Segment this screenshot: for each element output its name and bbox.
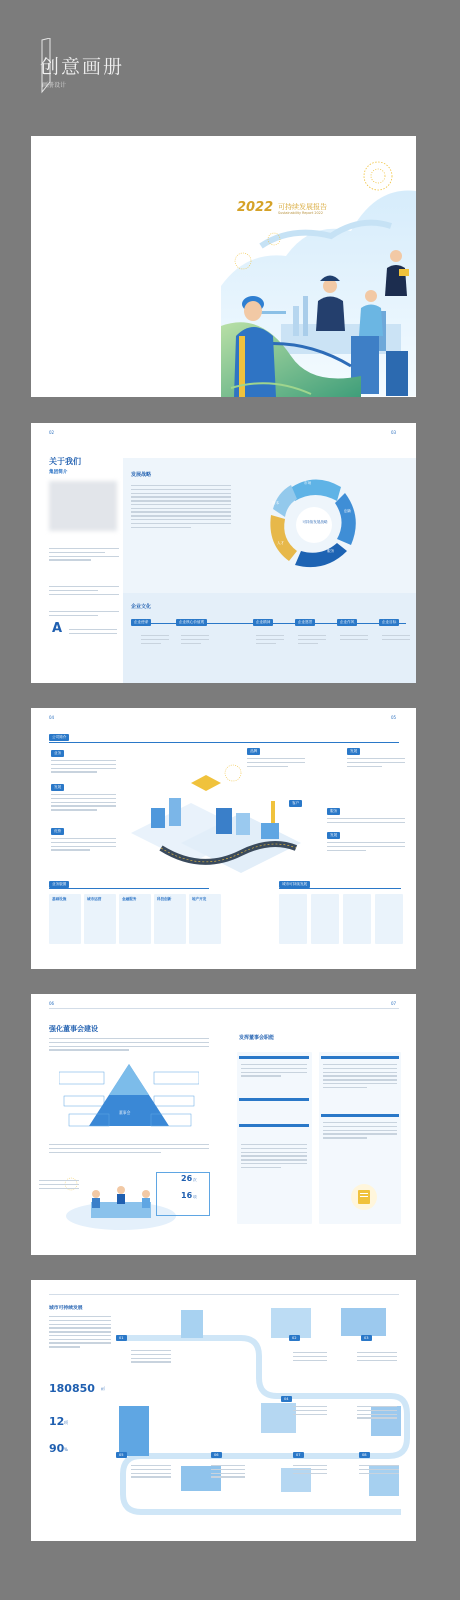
flow-badge-2: 02 [289,1335,300,1341]
intro-lines-2 [49,586,119,597]
bottom-right-heading: 城市可持续发展 [279,881,310,888]
flow-lines-3 [357,1352,397,1363]
flow-lines-1 [131,1350,171,1365]
page-number-right: 05 [391,715,397,720]
flow-badge-8: 08 [359,1452,370,1458]
arrow-label-2: 创新 [344,509,352,513]
city-card-3 [343,894,371,944]
arrow-label-1: 市场 [304,481,312,485]
left-lines-2 [51,794,116,813]
culture-item-2: 企业核心价值观 [176,619,207,626]
flow-badge-4: 04 [281,1396,292,1402]
city-stat-2-unit: 项 [64,1420,68,1425]
cover-year: 2022 [237,200,274,215]
governance-mid-lines [49,1144,209,1155]
culture-item-6: 企业目标 [379,619,399,626]
culture-lines-1 [141,635,169,646]
function-bar-4 [321,1056,399,1059]
right-tag-5: 发展 [327,832,340,839]
page-number-left: 04 [49,715,55,720]
city-page [31,1280,416,1541]
business-item-1: 基础设施 [52,897,67,901]
governance-right-heading: 发挥董事会职能 [239,1035,275,1041]
function-lines-3 [323,1064,397,1090]
city-stat-2: 12 [49,1415,65,1428]
function-bar-3 [239,1124,309,1127]
cover-page [31,136,416,397]
flow-lines-7 [211,1465,245,1480]
culture-heading: 企业文化 [131,604,152,610]
governance-heading: 强化董事会建设 [49,1025,98,1033]
city-stat-3-unit: % [64,1447,68,1452]
flow-badge-3: 03 [361,1335,372,1341]
city-card-4 [375,894,403,944]
profile-heading: 公司简介 [49,734,69,741]
page-number-right: 03 [391,430,397,435]
culture-lines-4 [298,635,326,646]
left-tag-1: 业务 [51,750,64,757]
nav-bar-line [49,1294,399,1295]
arrow-label-3: 服务 [327,549,335,553]
right-lines-4 [327,842,405,853]
business-item-3: 金融服务 [122,897,137,901]
flow-lines-6 [131,1465,171,1480]
pyramid-center-label: 董事会 [119,1110,131,1115]
flow-lines-2 [293,1352,327,1363]
city-stat-1-unit: ㎡ [101,1386,105,1391]
governance-page [31,994,416,1255]
culture-lines-2 [181,635,209,646]
business-item-4: 科技创新 [157,897,172,901]
left-lines-3 [51,838,116,853]
bottom-left-heading: 业务版图 [49,881,69,888]
culture-lines-3 [256,635,284,646]
brand-subtitle: 画册设计 [42,82,67,89]
city-stat-3: 90 [49,1442,65,1455]
arrow-label-5: 资本 [272,501,280,505]
about-sub-heading: 集团简介 [49,470,68,475]
page-number-left: 06 [49,1001,55,1006]
culture-item-3: 企业精神 [253,619,273,626]
stat-1-value: 26 [181,1174,193,1183]
intro-lines-3 [49,611,119,619]
rating-letter: A [52,621,63,636]
right-lines-3 [327,818,405,826]
flow-badge-6: 06 [211,1452,222,1458]
stat-1-unit: 次 [193,1178,197,1182]
brand-title: 创意画册 [40,56,125,78]
strategy-center-label: 可持续发展战略 [302,520,328,524]
right-lines-1 [247,758,305,769]
left-tag-2: 发展 [51,784,64,791]
function-bar-1 [239,1056,309,1059]
page-number-right: 07 [391,1001,397,1006]
flow-badge-5: 05 [116,1452,127,1458]
cover-illustration [31,136,416,397]
city-card-1 [279,894,307,944]
function-bar-2 [239,1098,309,1101]
isometric-city-illustration [121,753,311,883]
meeting-callout-1 [39,1180,79,1191]
stat-2-unit: 项 [193,1195,197,1199]
rating-lines [69,629,117,637]
right-tag-1: 品牌 [247,748,260,755]
flow-lines-5 [357,1406,397,1421]
strategy-lines [131,485,231,530]
culture-lines-5 [340,635,368,643]
right-tag-4: 服务 [327,808,340,815]
bottom-right-rule [279,888,401,889]
function-lines-4 [323,1122,397,1141]
culture-lines-6 [382,635,410,643]
culture-item-4: 企业愿景 [295,619,315,626]
flow-lines-9 [359,1465,399,1476]
profile-page [31,708,416,969]
bottom-left-rule [49,888,209,889]
blurred-text-block [49,481,117,531]
strategy-heading: 发展战略 [131,472,152,478]
stat-2-value: 16 [181,1191,193,1200]
city-intro-lines [49,1316,111,1350]
city-card-2 [311,894,339,944]
culture-item-5: 企业作风 [337,619,357,626]
flow-badge-1: 01 [116,1335,127,1341]
business-item-2: 城市运营 [87,897,102,901]
governance-pyramid [59,1064,199,1134]
right-tag-2: 发展 [347,748,360,755]
business-item-5: 地产开发 [192,897,207,901]
right-lines-2 [347,758,405,769]
left-tag-3: 优势 [51,828,64,835]
city-stat-1: 180850 [49,1382,95,1395]
about-page [31,423,416,683]
cover-title: 可持续发展报告 [278,203,327,211]
right-tag-3: 客户 [289,800,302,807]
page-number-left: 02 [49,430,55,435]
cover-subtitle: Sustainability Report 2022 [278,211,323,215]
nav-bar-line [49,1008,399,1009]
profile-heading-rule [49,742,399,743]
flow-badge-7: 07 [293,1452,304,1458]
function-bar-5 [321,1114,399,1117]
governance-intro-lines [49,1038,209,1053]
city-heading: 城市可持续发展 [49,1306,83,1311]
function-lines-1 [241,1064,307,1079]
culture-item-1: 企业使命 [131,619,151,626]
intro-lines [49,548,119,563]
flow-lines-8 [293,1465,327,1476]
arrow-label-4: 人才 [277,541,285,545]
left-lines-1 [51,760,116,775]
document-icon [349,1182,379,1212]
about-heading: 关于我们 [49,457,81,466]
flow-lines-4 [293,1406,327,1417]
function-lines-2 [241,1144,307,1170]
